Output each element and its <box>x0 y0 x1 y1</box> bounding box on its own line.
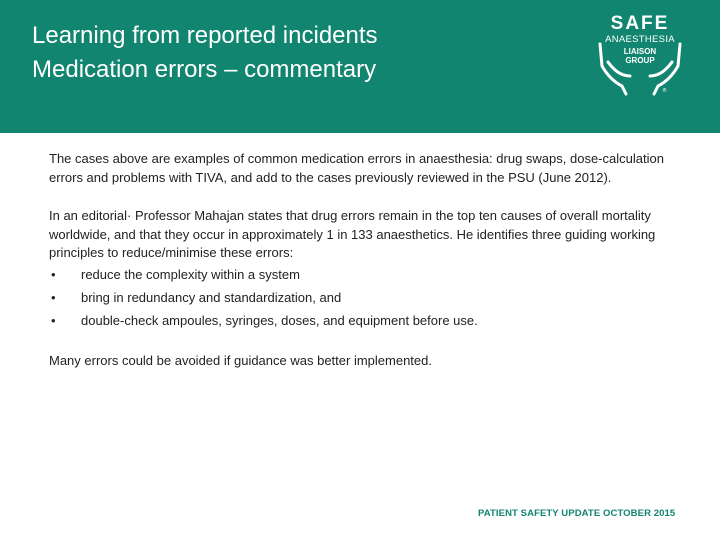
commentary-body <box>49 150 689 370</box>
paragraph-intro: The cases above are examples of common medication errors in anaesthesia: drug swaps, dose-calculation errors and problems with TIVA, and add to the cases previously reviewed in the PSU (June 2012). <box>49 151 664 185</box>
list-item-text: double-check ampoules, syringes, doses, and equipment before use. <box>81 312 478 328</box>
footer-label: PATIENT SAFETY UPDATE OCTOBER 2015 <box>478 508 676 519</box>
paragraph-editorial: In an editorial· Professor Mahajan states that drug errors remain in the top ten causes of overall mortality worldwide, and that they occur in approximately 1 in 133 anaesthetics. He identifies three guiding working principles to reduce/minimise these errors: <box>49 208 656 260</box>
list-item <box>49 309 689 332</box>
list-item-text: reduce the complexity within a system <box>81 266 300 282</box>
list-item <box>49 263 689 286</box>
bullet-glyph: • <box>51 289 56 305</box>
logo-line-2: ANAESTHESIA <box>605 34 675 45</box>
safe-logo <box>590 14 690 96</box>
list-item-text: bring in redundancy and standardization, and <box>81 289 342 305</box>
title-line-2: Medication errors – commentary <box>32 56 377 83</box>
paragraph-conclusion: Many errors could be avoided if guidance was better implemented. <box>49 352 432 368</box>
bullet-glyph: • <box>51 312 56 328</box>
header-banner <box>0 0 720 133</box>
bullet-glyph: • <box>51 266 56 282</box>
svg-text:®: ® <box>662 88 667 94</box>
principles-list <box>49 263 689 332</box>
logo-brand: SAFE <box>610 13 670 34</box>
hands-icon <box>590 14 690 96</box>
page-title <box>32 19 378 87</box>
title-line-1: Learning from reported incidents <box>32 22 378 49</box>
logo-line-3: LIAISON <box>623 47 657 56</box>
list-item <box>49 286 689 309</box>
logo-line-4: GROUP <box>625 56 655 65</box>
